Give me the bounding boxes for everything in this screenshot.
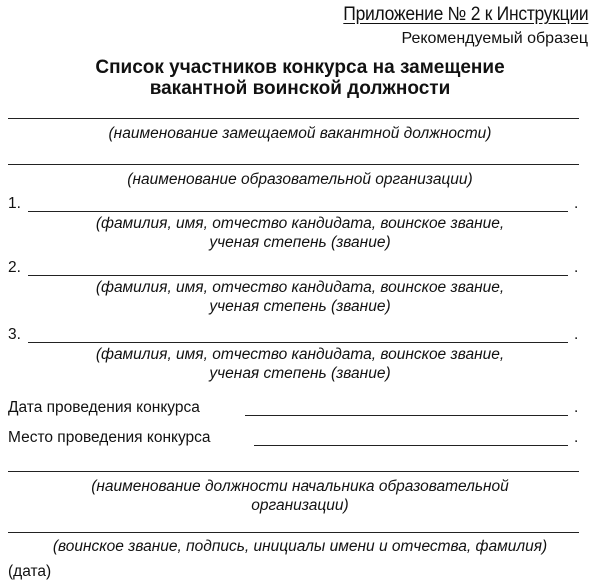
candidate-3-end-mark: . [574,326,579,343]
document-title-line-1: Список участников конкурса на замещение [95,57,505,78]
contest-place-label: Место проведения конкурса [8,429,211,446]
signature-fill-line[interactable] [8,532,579,533]
organization-caption: (наименование образовательной организации) [127,171,473,188]
contest-date-fill-line[interactable] [245,415,568,416]
document-title-line-2: вакантной воинской должности [149,78,451,99]
candidate-3-number: 3. [8,326,21,343]
candidate-3-caption-line-2: ученая степень (звание) [209,365,391,382]
contest-date-end-mark: . [574,399,579,416]
candidate-2-caption-line-2: ученая степень (звание) [209,298,391,315]
signature-caption: (воинское звание, подпись, инициалы имени и отчества, фамилия) [52,538,548,555]
contest-date-label: Дата проведения конкурса [8,399,200,416]
appendix-reference: Приложение № 2 к Инструкции [342,4,588,25]
position-fill-line[interactable] [8,118,579,119]
contest-place-end-mark: . [574,429,579,446]
candidate-2-end-mark: . [574,259,579,276]
date-caption: (дата) [8,563,52,580]
head-position-caption-line-1: (наименование должности начальника образовательной [91,478,509,495]
candidate-1-caption-line-2: ученая степень (звание) [209,234,391,251]
head-position-caption-line-2: организации) [251,497,349,514]
candidate-2-caption-line-1: (фамилия, имя, отчество кандидата, воинское звание, [95,279,505,296]
sample-label: Рекомендуемый образец [401,30,588,47]
candidate-2-number: 2. [8,259,21,276]
contest-place-fill-line[interactable] [254,445,568,446]
candidate-1-number: 1. [8,195,21,212]
candidate-2-fill-line[interactable] [28,275,568,276]
organization-fill-line[interactable] [8,164,579,165]
candidate-3-fill-line[interactable] [28,342,568,343]
candidate-3-caption-line-1: (фамилия, имя, отчество кандидата, воинское звание, [95,346,505,363]
head-position-fill-line[interactable] [8,471,579,472]
candidate-1-caption-line-1: (фамилия, имя, отчество кандидата, воинское звание, [95,215,505,232]
candidate-1-end-mark: . [574,195,579,212]
position-caption: (наименование замещаемой вакантной должности) [108,125,492,142]
candidate-1-fill-line[interactable] [28,211,568,212]
